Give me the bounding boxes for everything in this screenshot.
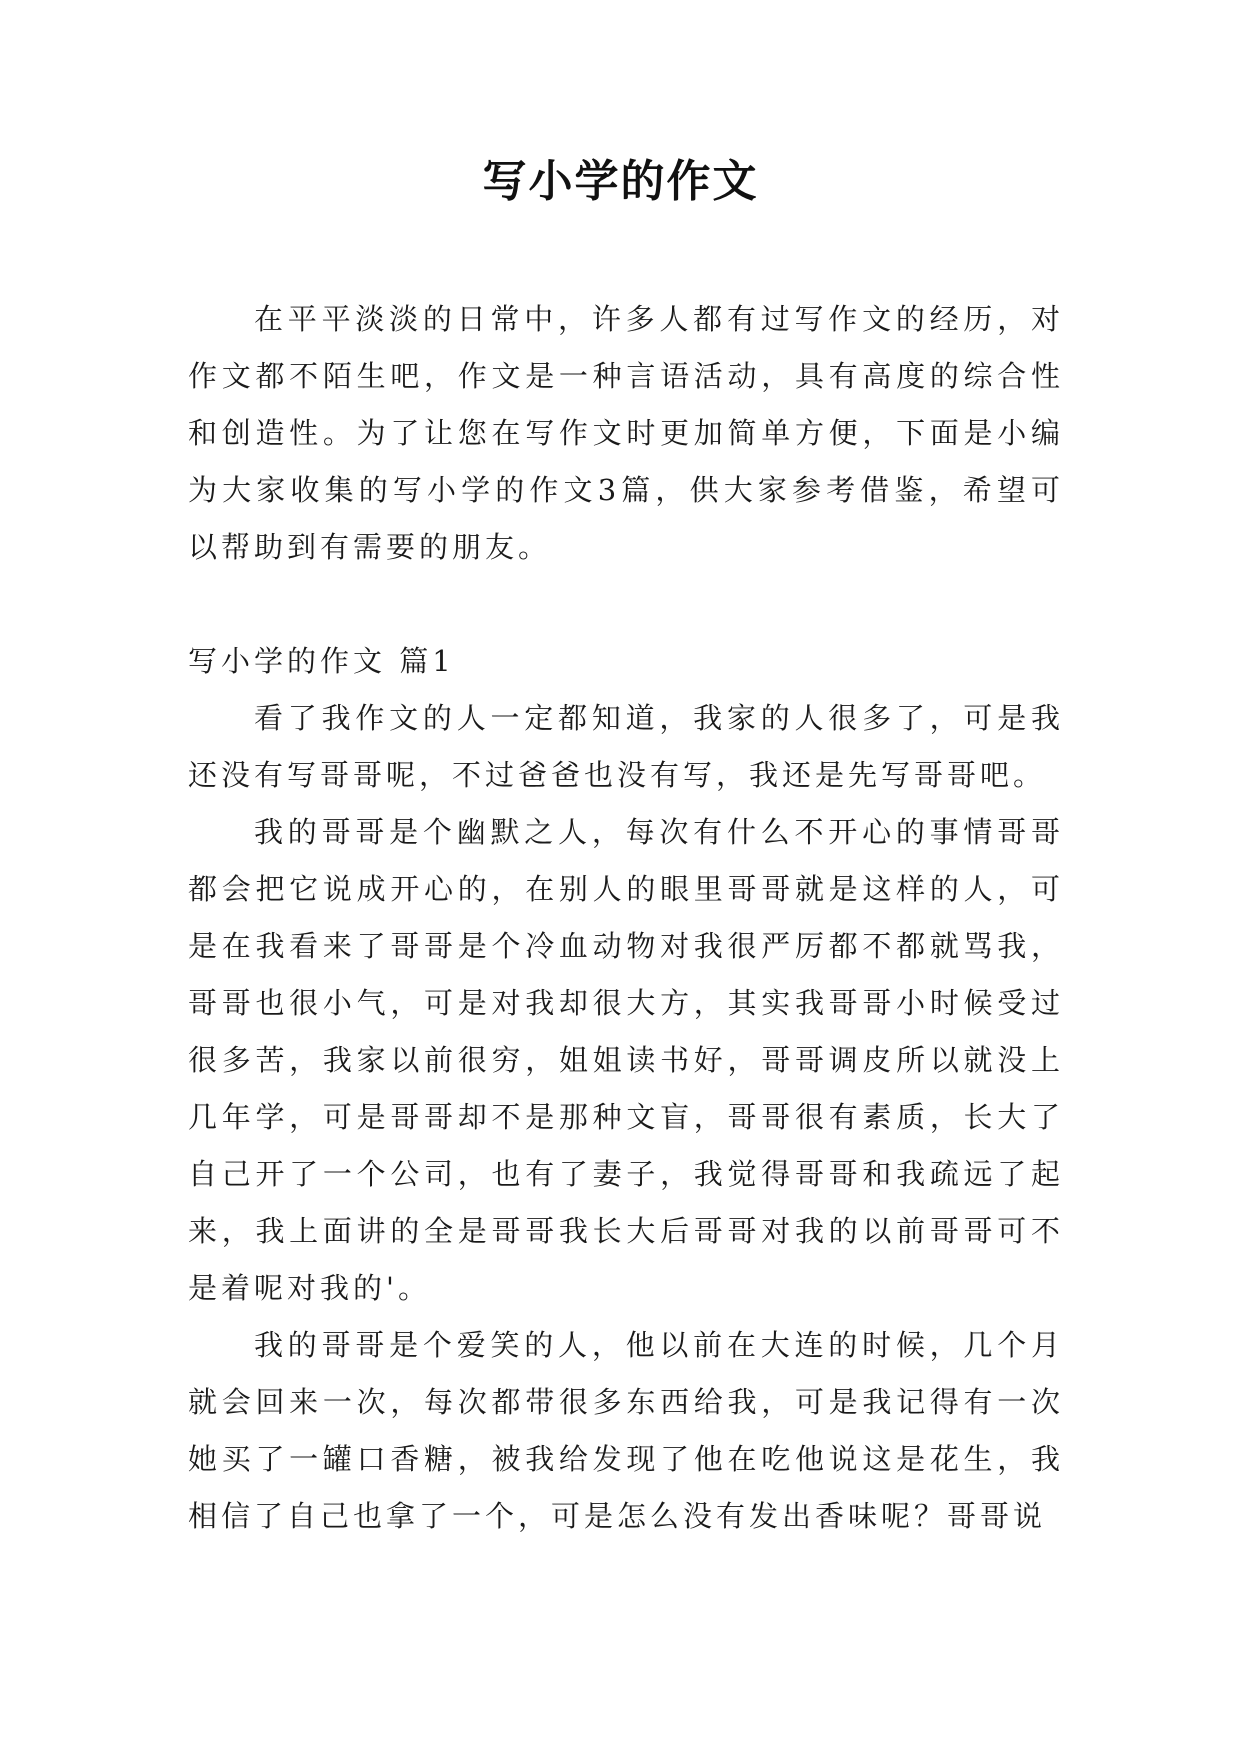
section-heading: 写小学的作文 篇1 <box>188 644 455 678</box>
document-body <box>188 291 1064 1545</box>
body-paragraph-3: 我的哥哥是个爱笑的人，他以前在大连的时候，几个月就会回来一次，每次都带很多东西给我，可是我记得有一次她买了一罐口香糖，被我给发现了他在吃他说这是花生，我相信了自己也拿了一个，可是怎么没有发出香味呢？哥哥说 <box>188 1328 1064 1533</box>
body-paragraph-2: 我的哥哥是个幽默之人，每次有什么不开心的事情哥哥都会把它说成开心的，在别人的眼里哥哥就是这样的人，可是在我看来了哥哥是个冷血动物对我很严厉都不都就骂我，哥哥也很小气，可是对我却很大方，其实我哥哥小时候受过很多苦，我家以前很穷，姐姐读书好，哥哥调皮所以就没上几年学，可是哥哥却不是那种文盲，哥哥很有素质，长大了自己开了一个公司，也有了妻子，我觉得哥哥和我疏远了起来，我上面讲的全是哥哥我长大后哥哥对我的以前哥哥可不是着呢对我的'。 <box>188 815 1064 1305</box>
intro-paragraph: 在平平淡淡的日常中，许多人都有过写作文的经历，对作文都不陌生吧，作文是一种言语活动，具有高度的综合性和创造性。为了让您在写作文时更加简单方便，下面是小编为大家收集的写小学的作文3篇，供大家参考借鉴，希望可以帮助到有需要的朋友。 <box>188 302 1064 564</box>
document-title: 写小学的作文 <box>482 156 759 207</box>
body-paragraph-1: 看了我作文的人一定都知道，我家的人很多了，可是我还没有写哥哥呢，不过爸爸也没有写，我还是先写哥哥吧。 <box>188 701 1064 792</box>
